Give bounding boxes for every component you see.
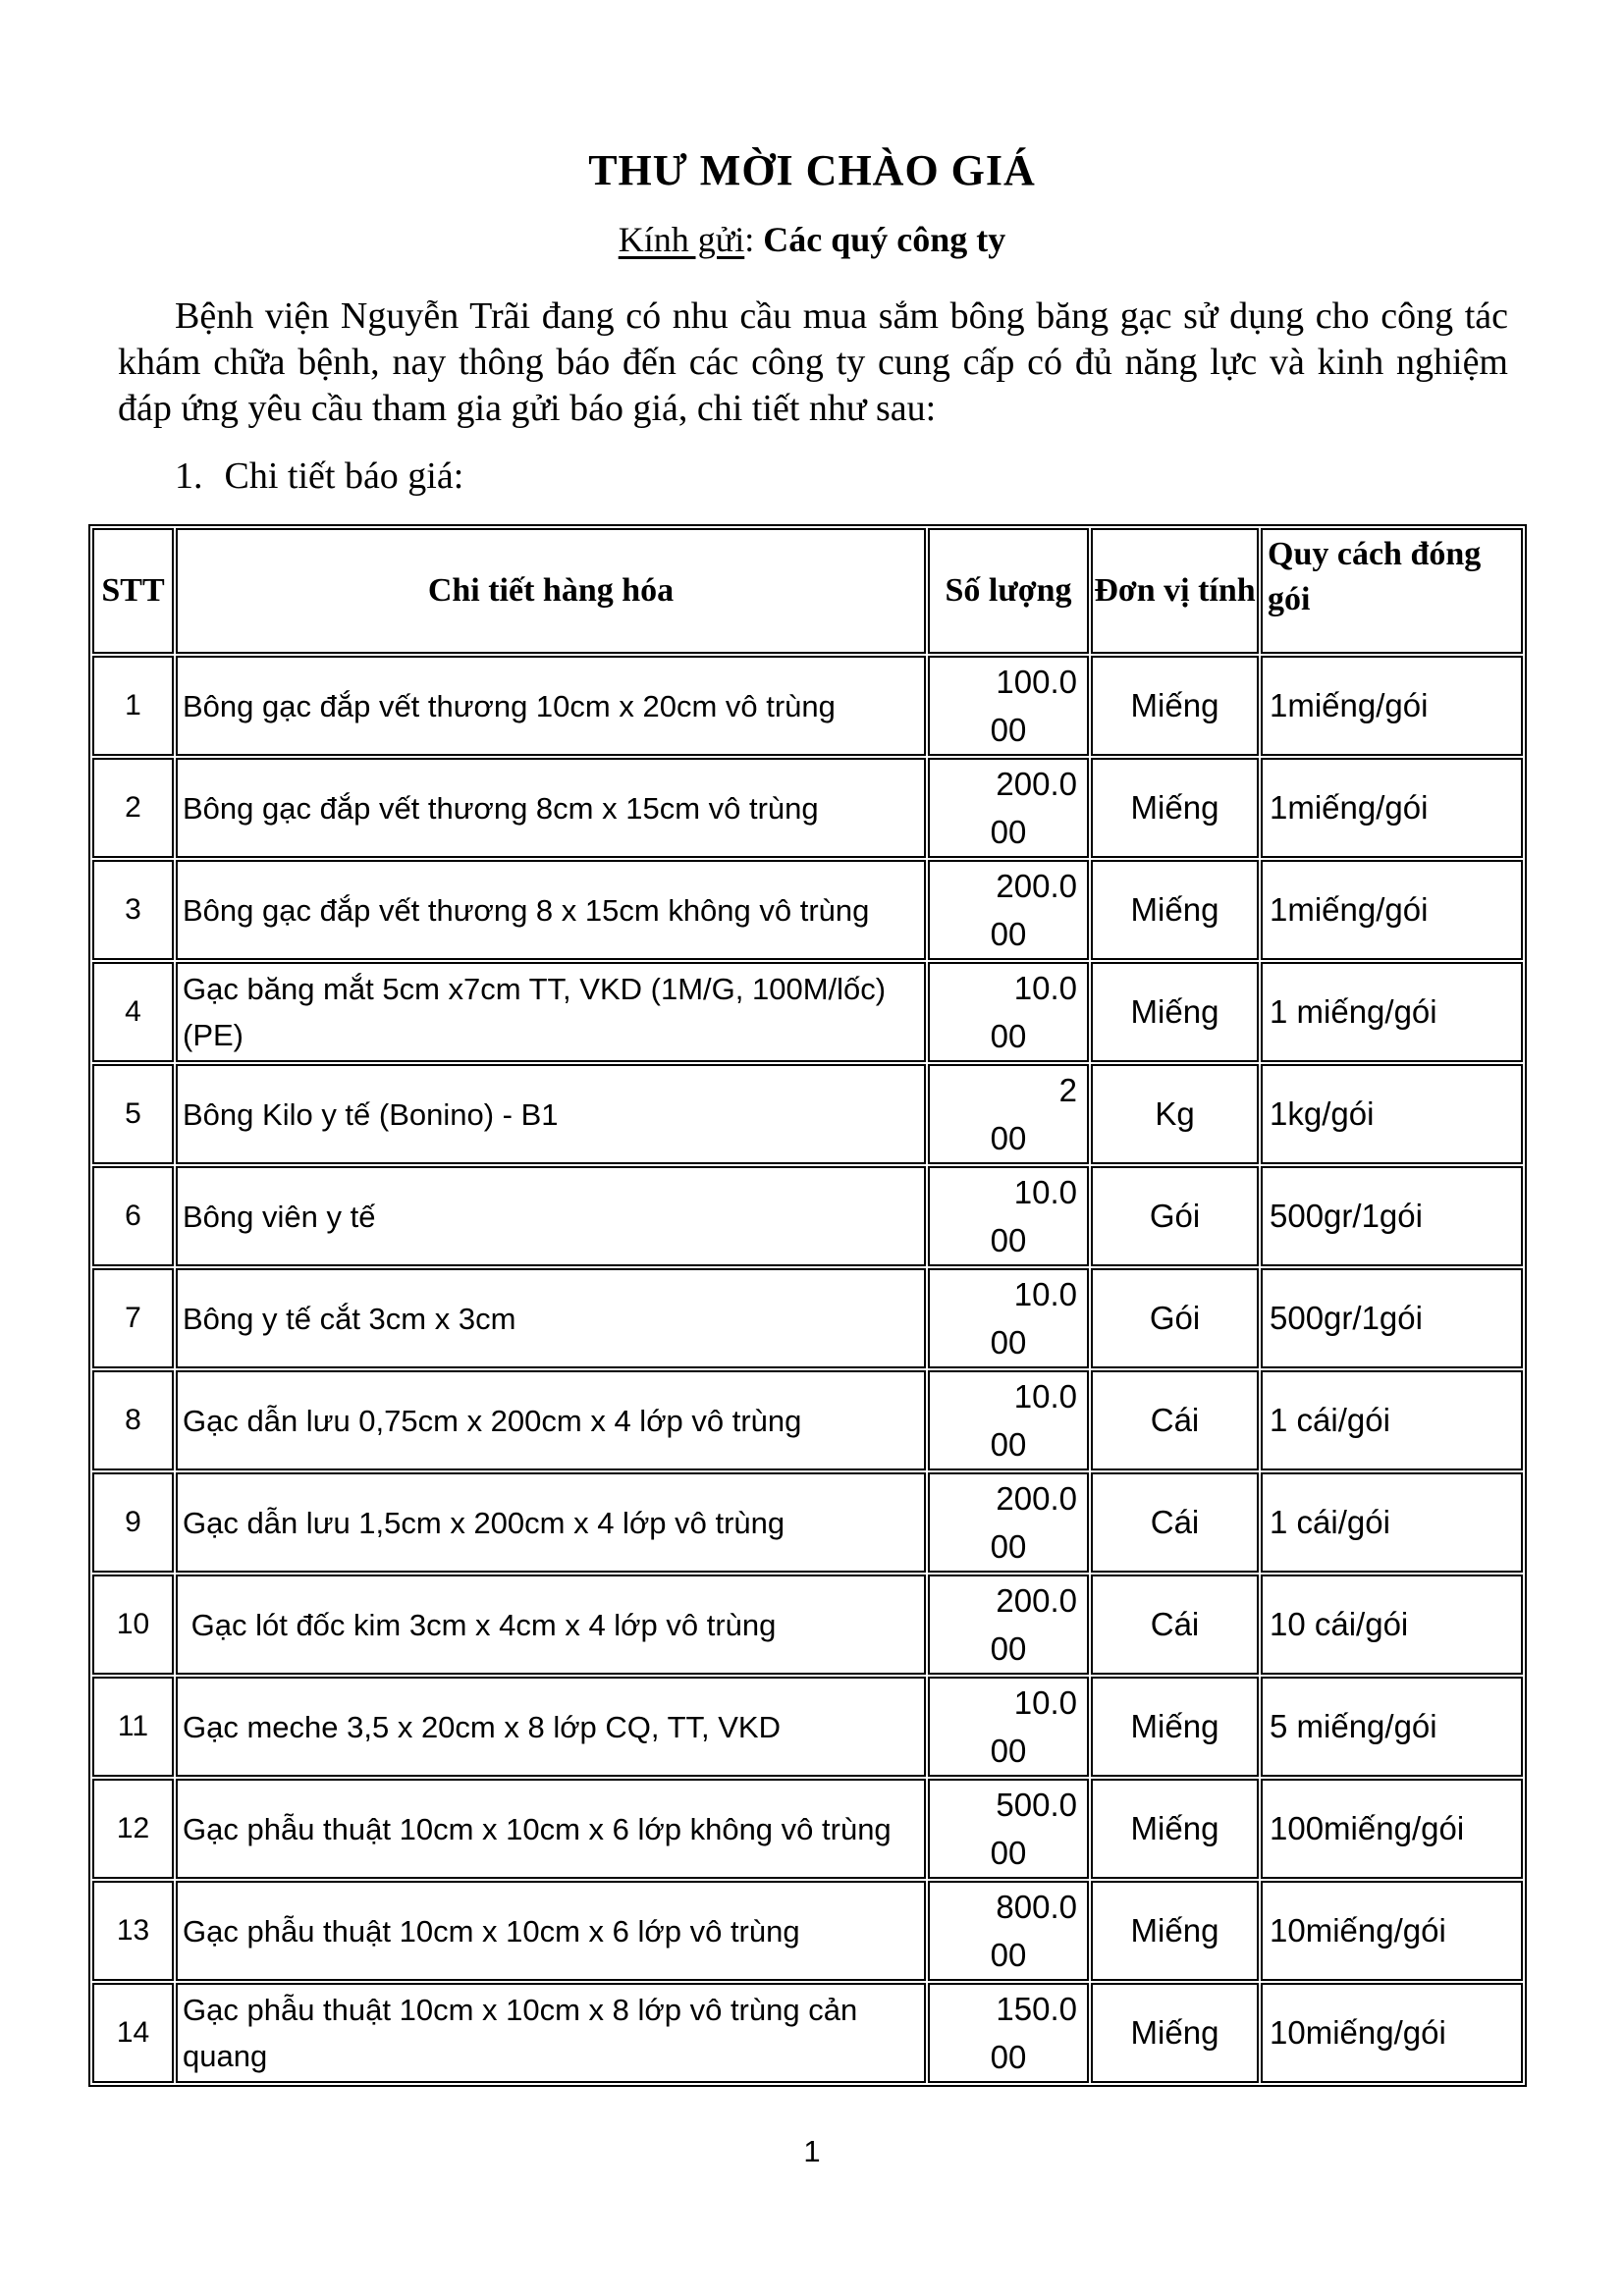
row-stt-cell: 14 xyxy=(92,1983,174,2083)
row-item-cell: Gạc lót đốc kim 3cm x 4cm x 4 lớp vô trùng xyxy=(176,1575,926,1675)
qty-line-top: 150.0 xyxy=(996,1991,1077,2027)
row-pack-cell: 500gr/1gói xyxy=(1261,1166,1523,1266)
row-qty-cell xyxy=(928,1064,1089,1164)
row-unit-cell: Miếng xyxy=(1091,1881,1259,1981)
detail-list-item xyxy=(175,454,1624,499)
row-unit-cell: Cái xyxy=(1091,1575,1259,1675)
qty-line-top: 800.0 xyxy=(996,1889,1077,1925)
row-qty-cell xyxy=(928,1779,1089,1879)
qty-line-bottom: 00 xyxy=(990,1528,1027,1565)
row-qty-cell xyxy=(928,1472,1089,1573)
row-stt-cell: 13 xyxy=(92,1881,174,1981)
salutation-value: Các quý công ty xyxy=(763,220,1006,259)
row-item-cell: Bông gạc đắp vết thương 8 x 15cm không vô trùng xyxy=(176,860,926,960)
row-item-cell: Gạc phẫu thuật 10cm x 10cm x 6 lớp vô trùng xyxy=(176,1881,926,1981)
row-stt-cell: 8 xyxy=(92,1370,174,1470)
row-item-cell: Bông gạc đắp vết thương 8cm x 15cm vô trùng xyxy=(176,758,926,858)
row-pack-cell: 1 cái/gói xyxy=(1261,1472,1523,1573)
row-qty-cell xyxy=(928,1370,1089,1470)
qty-line-bottom: 00 xyxy=(990,1324,1027,1361)
row-item-cell: Gạc dẫn lưu 1,5cm x 200cm x 4 lớp vô trùng xyxy=(176,1472,926,1573)
row-stt-cell: 11 xyxy=(92,1677,174,1777)
page-title: THƯ MỜI CHÀO GIÁ xyxy=(588,146,1036,194)
qty-line-bottom: 00 xyxy=(990,1018,1027,1054)
row-item-cell: Bông viên y tế xyxy=(176,1166,926,1266)
row-stt-cell: 5 xyxy=(92,1064,174,1164)
list-number: 1. xyxy=(175,455,203,497)
salutation-line xyxy=(0,219,1624,260)
row-pack-cell: 1 miếng/gói xyxy=(1261,962,1523,1062)
row-item-cell: Bông gạc đắp vết thương 10cm x 20cm vô trùng xyxy=(176,656,926,756)
row-item-cell: Gạc phẫu thuật 10cm x 10cm x 6 lớp không vô trùng xyxy=(176,1779,926,1879)
qty-line-bottom: 00 xyxy=(990,1630,1027,1667)
row-stt-cell: 10 xyxy=(92,1575,174,1675)
column-header-unit: Đơn vị tính xyxy=(1091,528,1259,654)
qty-line-bottom: 00 xyxy=(990,1426,1027,1463)
qty-line-top: 200.0 xyxy=(996,766,1077,802)
row-pack-cell: 10 cái/gói xyxy=(1261,1575,1523,1675)
row-pack-cell: 1miếng/gói xyxy=(1261,758,1523,858)
row-qty-cell xyxy=(928,1575,1089,1675)
row-stt-cell: 6 xyxy=(92,1166,174,1266)
row-pack-cell: 10miếng/gói xyxy=(1261,1881,1523,1981)
column-header-stt: STT xyxy=(92,528,174,654)
row-item-cell: Bông y tế cắt 3cm x 3cm xyxy=(176,1268,926,1368)
qty-line-top: 10.0 xyxy=(1013,1174,1077,1210)
qty-line-bottom: 00 xyxy=(990,1937,1027,1973)
column-header-item: Chi tiết hàng hóa xyxy=(176,528,926,654)
qty-line-top: 10.0 xyxy=(1013,970,1077,1006)
row-qty-cell xyxy=(928,656,1089,756)
qty-line-bottom: 00 xyxy=(990,2039,1027,2075)
qty-line-top: 100.0 xyxy=(996,664,1077,700)
row-unit-cell: Miếng xyxy=(1091,1677,1259,1777)
qty-line-top: 10.0 xyxy=(1013,1276,1077,1312)
row-stt-cell: 7 xyxy=(92,1268,174,1368)
row-qty-cell xyxy=(928,860,1089,960)
qty-line-top: 10.0 xyxy=(1013,1378,1077,1415)
row-pack-cell: 100miếng/gói xyxy=(1261,1779,1523,1879)
qty-line-bottom: 00 xyxy=(990,1120,1027,1156)
row-qty-cell xyxy=(928,1881,1089,1981)
row-pack-cell: 1miếng/gói xyxy=(1261,860,1523,960)
qty-line-bottom: 00 xyxy=(990,814,1027,850)
row-unit-cell: Miếng xyxy=(1091,1983,1259,2083)
qty-line-top: 10.0 xyxy=(1013,1684,1077,1721)
row-stt-cell: 2 xyxy=(92,758,174,858)
row-stt-cell: 12 xyxy=(92,1779,174,1879)
row-item-cell: Gạc phẫu thuật 10cm x 10cm x 8 lớp vô trùng cản quang xyxy=(176,1983,926,2083)
intro-paragraph: Bệnh viện Nguyễn Trãi đang có nhu cầu mua sắm bông băng gạc sử dụng cho công tác khám chữa bệnh, nay thông báo đến các công ty cung cấp có đủ năng lực và kinh nghiệm đáp ứng yêu cầu tham gia gửi báo giá, chi tiết như sau: xyxy=(118,295,1508,429)
row-pack-cell: 1kg/gói xyxy=(1261,1064,1523,1164)
row-stt-cell: 3 xyxy=(92,860,174,960)
row-unit-cell: Miếng xyxy=(1091,962,1259,1062)
qty-line-bottom: 00 xyxy=(990,916,1027,952)
page-number: 1 xyxy=(803,2134,821,2168)
row-unit-cell: Cái xyxy=(1091,1370,1259,1470)
qty-line-bottom: 00 xyxy=(990,1733,1027,1769)
row-item-cell: Bông Kilo y tế (Bonino) - B1 xyxy=(176,1064,926,1164)
qty-line-top: 2 xyxy=(1058,1072,1077,1108)
row-pack-cell: 1miếng/gói xyxy=(1261,656,1523,756)
qty-line-bottom: 00 xyxy=(990,1222,1027,1258)
row-qty-cell xyxy=(928,962,1089,1062)
row-stt-cell: 4 xyxy=(92,962,174,1062)
row-pack-cell: 10miếng/gói xyxy=(1261,1983,1523,2083)
row-pack-cell: 5 miếng/gói xyxy=(1261,1677,1523,1777)
list-label: Chi tiết báo giá: xyxy=(224,455,464,497)
row-qty-cell xyxy=(928,758,1089,858)
row-qty-cell xyxy=(928,1677,1089,1777)
column-header-pack: Quy cách đóng gói xyxy=(1261,528,1523,654)
row-pack-cell: 500gr/1gói xyxy=(1261,1268,1523,1368)
row-stt-cell: 9 xyxy=(92,1472,174,1573)
salutation-label: Kính gửi xyxy=(618,220,745,259)
salutation-colon: : xyxy=(744,220,764,259)
qty-line-bottom: 00 xyxy=(990,712,1027,748)
row-item-cell: Gạc meche 3,5 x 20cm x 8 lớp CQ, TT, VKD xyxy=(176,1677,926,1777)
row-stt-cell: 1 xyxy=(92,656,174,756)
row-unit-cell: Miếng xyxy=(1091,758,1259,858)
row-unit-cell: Cái xyxy=(1091,1472,1259,1573)
row-unit-cell: Kg xyxy=(1091,1064,1259,1164)
qty-line-top: 200.0 xyxy=(996,1582,1077,1619)
qty-line-top: 200.0 xyxy=(996,1480,1077,1517)
qty-line-bottom: 00 xyxy=(990,1835,1027,1871)
column-header-qty: Số lượng xyxy=(928,528,1089,654)
row-item-cell: Gạc dẫn lưu 0,75cm x 200cm x 4 lớp vô trùng xyxy=(176,1370,926,1470)
qty-line-top: 500.0 xyxy=(996,1787,1077,1823)
qty-line-top: 200.0 xyxy=(996,868,1077,904)
row-qty-cell xyxy=(928,1268,1089,1368)
row-unit-cell: Miếng xyxy=(1091,1779,1259,1879)
row-unit-cell: Gói xyxy=(1091,1268,1259,1368)
row-unit-cell: Miếng xyxy=(1091,656,1259,756)
row-unit-cell: Miếng xyxy=(1091,860,1259,960)
row-unit-cell: Gói xyxy=(1091,1166,1259,1266)
row-pack-cell: 1 cái/gói xyxy=(1261,1370,1523,1470)
row-qty-cell xyxy=(928,1166,1089,1266)
row-item-cell: Gạc băng mắt 5cm x7cm TT, VKD (1M/G, 100M/lốc) (PE) xyxy=(176,962,926,1062)
quote-table xyxy=(88,524,1527,2087)
row-qty-cell xyxy=(928,1983,1089,2083)
